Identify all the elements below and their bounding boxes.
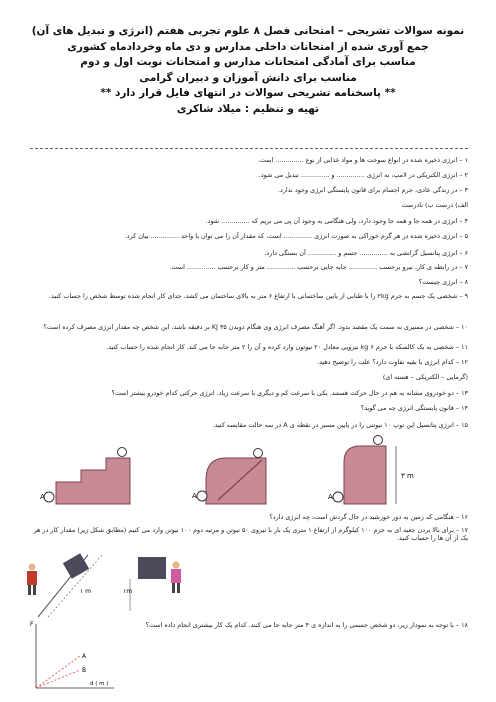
question-15: ۱۵ – انرژی پتانسیل این توپ ۱۰ نیوتنی را در پایین مسیر در نقطه ی A در سه حالت مقایسه کنید. (212, 421, 468, 429)
question-3-options: الف) درست ب) نادرست (401, 201, 468, 209)
q15-panel-stairs (40, 448, 130, 505)
q15-height-label: ۳ m (401, 472, 414, 480)
q15-point-a-ramp: A (192, 492, 197, 500)
question-16: ۱۶ – هنگامی که زمین به دور خورشید در حال گردش است، چه انرژی دارد؟ (269, 513, 468, 521)
question-11: ۱۱ – شخصی به یک کالسکه با جرم ۶ kg نیرویی معادل ۲۰ نیوتون وارد کرده و آن را ۲ متر جابه جا می کند. کار انجام شده را حساب کنید. (106, 343, 468, 351)
question-13: ۱۳ – دو خودروی مشابه به هم در حال حرکت هستند. یکی با سرعت کم و دیگری با سرعت زیاد. انرژی حرکتی کدام خودرو بیشتر است؟ (111, 389, 468, 397)
q15-figure (26, 432, 466, 508)
question-3: ۳ – در زندگی عادی، جرم اجسام برای قانون پایستگی انرژی وجود ندارد. (277, 186, 468, 194)
q18-line-b (36, 670, 80, 688)
question-18: ۱۸ – با توجه به نمودار زیر، دو شخص جسمی را به اندازه ی ۴ متر جابه جا می کنند. کدام یک کار بیشتری انجام داده است؟ (145, 621, 468, 629)
question-17: ۱۷ – برای بالا بردن جعبه ای به جرم ۱۰۰ کیلوگرم از ارتفاع ۱ متری یک بار با نیروی ۵۰ نیوتن و مرتبه دوم ۱۰۰ نیوتن وارد می کنیم (مطابق شکل زیر) مقدار کار در هر یک از آن ها را حساب کنید. (33, 526, 468, 542)
q17-figure (18, 549, 208, 619)
header-separator (30, 148, 468, 149)
question-14: ۱۴ – قانون پایستگی انرژی چه می گوید؟ (360, 404, 468, 412)
question-12-options: (گرمایی – الکتریکی – هسته ای) (382, 373, 468, 381)
question-4: ۴ – انرژی در همه جا و همه جا وجود دارد، ولی هنگامی به وجود آن پی می بریم که .............. شود. (205, 217, 468, 225)
question-1: ۱ – انرژی ذخیره شده در انواع سوخت ها و مواد غذایی از نوع .............. است. (257, 156, 468, 164)
q17-height-label: ۱m (123, 588, 133, 595)
header-line-5: ** پاسخنامه تشریحی سوالات در انتهای فایل قرار دارد ** (100, 87, 396, 99)
question-8: ۸ – انرژی چیست؟ (418, 278, 468, 286)
question-6: ۶ – انرژی پتانسیل گرانشی به .............. جسم و .............. آن بستگی دارد. (264, 249, 468, 257)
q18-x-label: d ( m ) (90, 681, 109, 687)
q17-lift-scene (123, 557, 181, 611)
question-12: ۱۲ – کدام انرژی با بقیه تفاوت دارد؟ علت را توضیح دهید. (317, 358, 468, 366)
q18-y-label: F (30, 621, 34, 628)
question-2: ۲ – انرژی الکتریکی در لامپ، به انرژی .............. و .............. تبدیل می شود. (258, 171, 468, 179)
q18-label-a: A (82, 653, 87, 660)
document-header (20, 24, 476, 117)
header-line-2: جمع آوری شده از امتحانات داخلی مدارس و دی ماه وخردادماه کشوری (67, 40, 429, 53)
q15-point-a-block: A (328, 493, 333, 501)
question-9: ۹ – شخصی یک جسم به جرم ۲kg را با طنابی از پایین ساختمانی با ارتفاع ۶ متر به بالای ساختمان می کشد. جدای کار انجام شده توسط شخص را حساب کنید. (49, 292, 468, 300)
q15-panel-block (328, 436, 414, 505)
q18-label-b: B (82, 667, 87, 674)
q17-ramp-scene (27, 553, 102, 617)
q15-point-a-stairs: A (40, 493, 45, 501)
q18-line-a (36, 656, 80, 688)
question-7: ۷ – در رابطه ی کار، نیرو برحسب .............. جابه جایی برحسب .............. متر و کار برحسب .............. است. (169, 263, 468, 271)
q18-graph (28, 618, 118, 694)
header-author: تهیه و تنظیم : میلاد شاکری (176, 102, 320, 115)
header-title: نمونه سوالات تشریحی – امتحانی فصل ۸ علوم تجربی هفتم (انرژی و تبدیل های آن) (31, 25, 465, 37)
question-10: ۱۰ – شخصی در مسیری به سمت یک مقصد بدود. اگر آهنگ مصرف انرژی وی هنگام دویدن ۳۵ KJ بر دقیقه باشد، این شخص چه مقدار انرژی مصرف کرده است؟ (43, 323, 468, 331)
q17-ramp-label: ۱ m (80, 588, 91, 595)
q15-panel-ramp (192, 449, 266, 505)
header-line-4: مناسب برای دانش آموزان و دبیران گرامی (139, 71, 357, 84)
header-line-3: مناسب برای آمادگی امتحانات مدارس و امتحانات نوبت اول و دوم (80, 56, 416, 68)
question-5: ۵ – انرژی ذخیره شده در هر گرم خوراکی به صورت انرژی .............. است، که مقدار آن را می توان با واحد .............. بیان کرد. (124, 232, 468, 240)
